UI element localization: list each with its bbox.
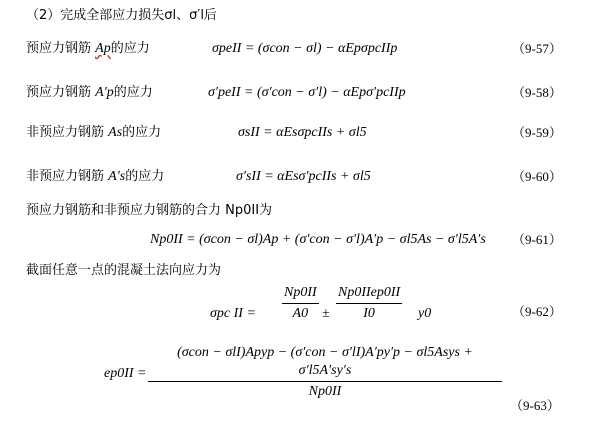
equation-number-9-58: （9-58） — [512, 85, 562, 100]
formula-9-59: σsII = αEsσpcIIs + σl5 — [238, 125, 367, 140]
equation-number-9-61: （9-61） — [512, 232, 562, 247]
formula-9-61: Np0II = (σcon − σl)Ap + (σ′con − σ′l)A′p − σl5As − σ′l5A′s — [150, 232, 486, 247]
section-stress-description: 截面任意一点的混凝土法向应力为 — [26, 263, 222, 278]
formula-9-62-tail: y0 — [418, 306, 432, 321]
label-9-60: 非预应力钢筋 A′s的应力 — [26, 169, 165, 184]
fraction-9-63: (σcon − σlI)Apyp − (σ′con − σ′lI)A′py′p − σl5Asys + σ′l5A′sy′s Np0II — [148, 344, 502, 401]
fraction-9-62-second: Np0IIep0II I0 — [338, 285, 401, 321]
formula-9-57: σpeII = (σcon − σl) − αEpσpcIIp — [212, 41, 398, 56]
formula-9-60: σ′sII = αEsσ′pcIIs + σl5 — [236, 169, 371, 184]
plus-minus: ± — [322, 306, 330, 321]
label-9-58: 预应力钢筋 A′p的应力 — [26, 85, 153, 100]
equation-number-9-59: （9-59） — [512, 125, 562, 140]
resultant-description: 预应力钢筋和非预应力钢筋的合力 Np0II为 — [26, 203, 273, 218]
label-9-59: 非预应力钢筋 As的应力 — [26, 125, 162, 140]
equation-number-9-60: （9-60） — [512, 169, 562, 184]
equation-number-9-57: （9-57） — [512, 41, 562, 56]
section-heading: （2）完成全部应力损失σl、σ′l后 — [26, 8, 217, 23]
equation-number-9-63: （9-63） — [510, 398, 560, 413]
formula-9-63-lhs: ep0II = — [104, 366, 147, 381]
formula-9-62-lhs: σpc II = — [210, 306, 256, 321]
equation-number-9-62: （9-62） — [512, 304, 562, 319]
fraction-9-62-first: Np0II A0 — [284, 285, 317, 321]
label-9-57: 预应力钢筋 Ap的应力 — [26, 41, 150, 56]
formula-9-58: σ′peII = (σ′con − σ′l) − αEpσ′pcIIp — [208, 85, 406, 100]
